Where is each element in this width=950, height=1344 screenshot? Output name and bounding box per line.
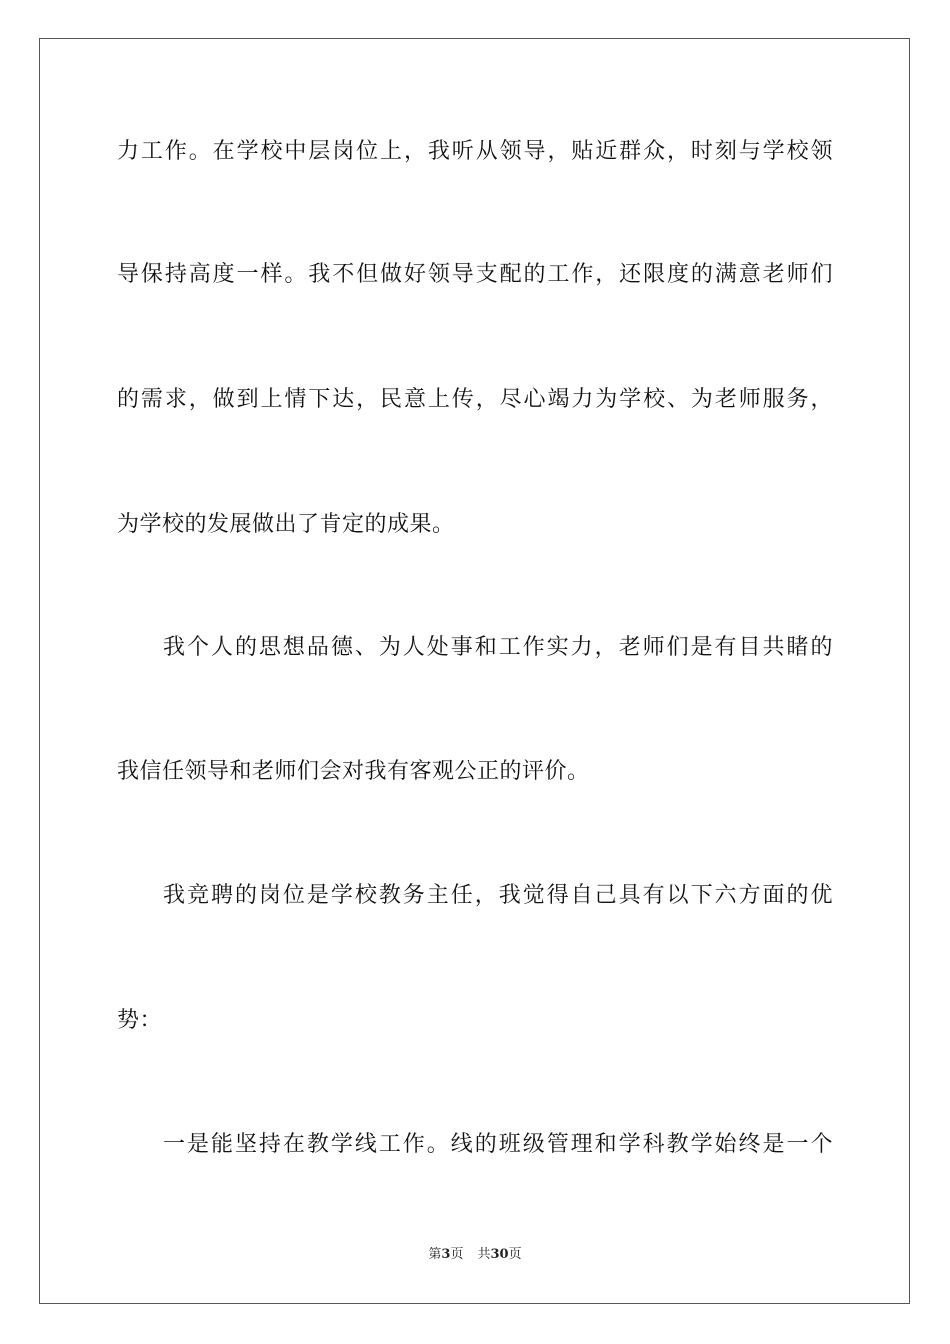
page-prefix: 第 [428,1247,442,1262]
paragraph-2-line-2: 我信任领导和老师们会对我有客观公正的评价。 [117,759,590,784]
page-suffix: 页 [450,1247,464,1262]
paragraph-2-line-1: 我个人的思想品德、为人处事和工作实力，老师们是有目共睹的 [163,635,833,660]
total-pages: 30 [490,1247,509,1262]
paragraph-4-line-1: 一是能坚持在教学线工作。线的班级管理和学科教学始终是一个 [163,1132,833,1157]
paragraph-3-line-1: 我竞聘的岗位是学校教务主任，我觉得自己具有以下六方面的优 [163,883,833,908]
text-line-3: 的需求，做到上情下达，民意上传，尽心竭力为学校、为老师服务， [117,387,833,412]
text-line-2: 导保持高度一样。我不但做好领导支配的工作，还限度的满意老师们 [117,262,833,287]
total-suffix: 页 [508,1247,522,1262]
page-number: 3 [441,1247,451,1262]
total-prefix: 共 [477,1247,491,1262]
page-border [39,38,910,1304]
page-footer [0,1246,950,1264]
paragraph-3-line-2: 势： [117,1008,163,1033]
text-line-1: 力工作。在学校中层岗位上，我听从领导，贴近群众，时刻与学校领 [117,139,833,164]
text-line-4: 为学校的发展做出了肯定的成果。 [117,512,455,537]
